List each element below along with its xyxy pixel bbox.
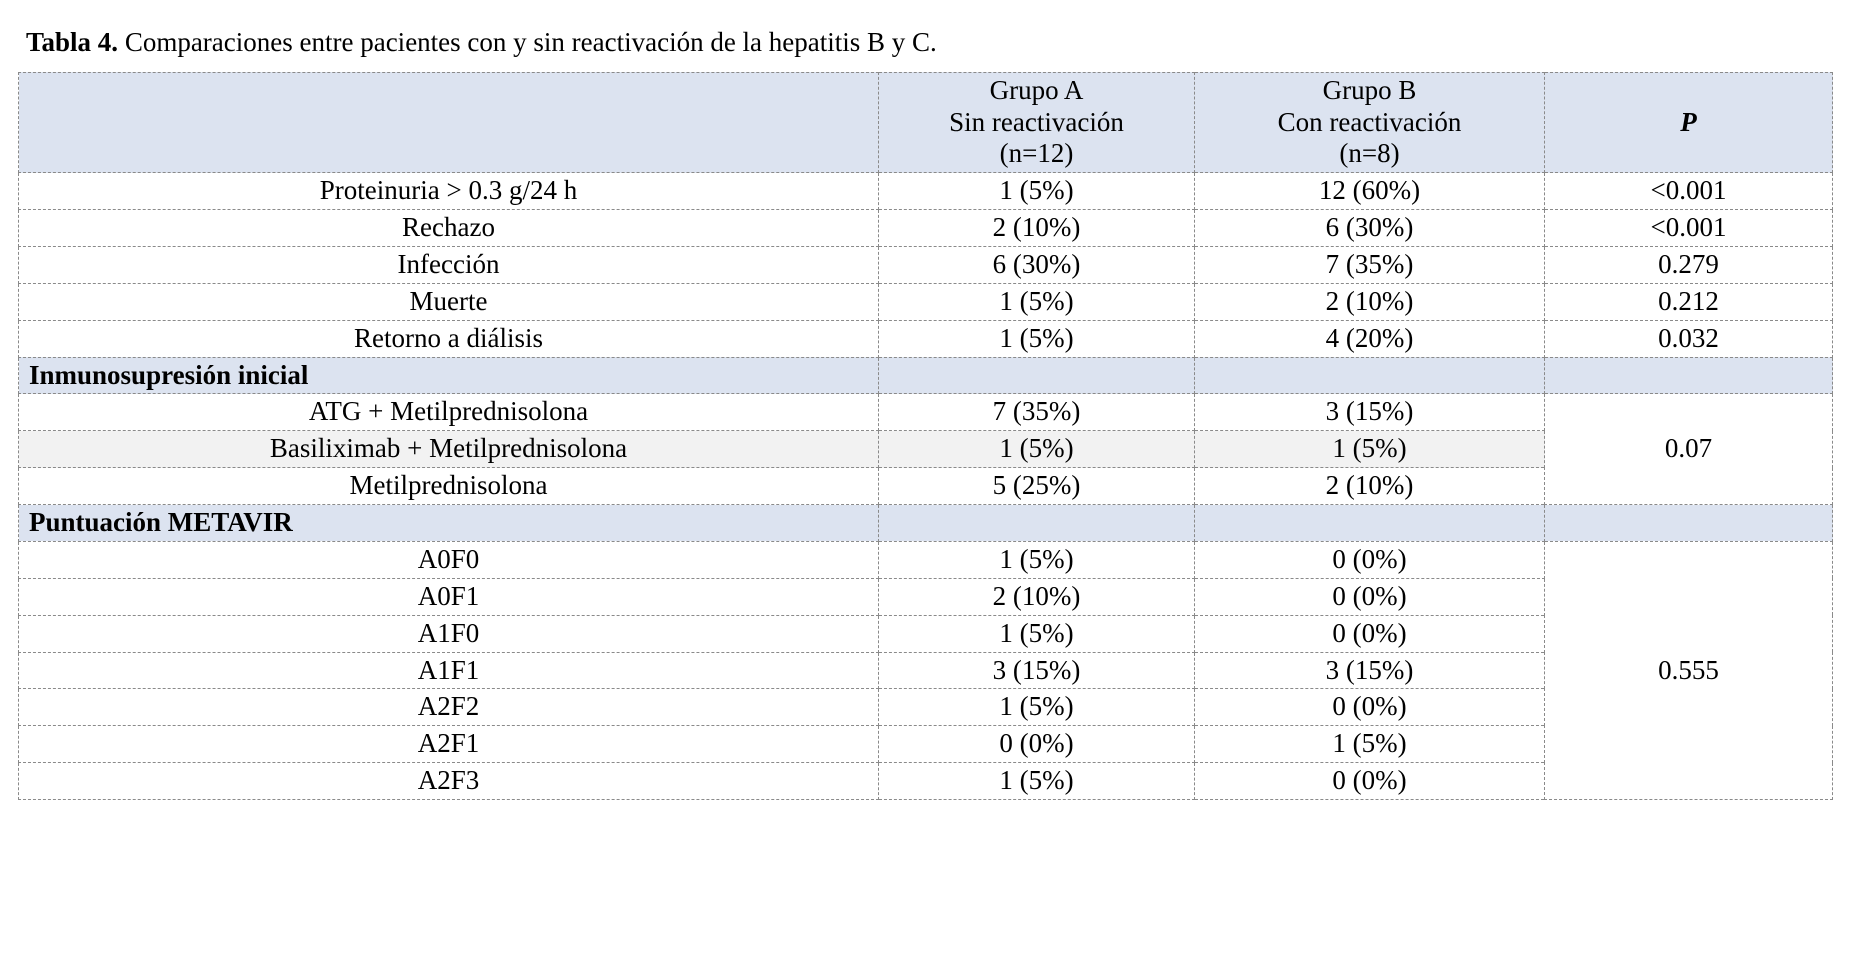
row-label: Basiliximab + Metilprednisolona [19,431,879,468]
header-blank-cell [19,72,879,173]
row-group-b-value: 0 (0%) [1195,689,1545,726]
row-group-a-value: 7 (35%) [879,394,1195,431]
table-caption [26,26,1832,60]
row-p-value-grouped: 0.07 [1545,394,1833,505]
header-group-b-line2: Con reactivación [1277,106,1462,137]
section-blank-a [879,357,1195,394]
header-group-b [1195,72,1545,173]
table-row [19,247,1833,284]
section-blank-p [1545,505,1833,542]
row-p-value: <0.001 [1545,173,1833,210]
row-group-b-value: 1 (5%) [1195,431,1545,468]
table-body [19,173,1833,800]
section-blank-b [1195,505,1545,542]
row-label: Rechazo [19,210,879,247]
row-group-b-value: 2 (10%) [1195,468,1545,505]
table-header-row [19,72,1833,173]
row-group-b-value: 7 (35%) [1195,247,1545,284]
table-caption-text: Comparaciones entre pacientes con y sin reactivación de la hepatitis B y C. [118,27,937,57]
row-group-a-value: 1 (5%) [879,431,1195,468]
row-label: A2F2 [19,689,879,726]
table-caption-label: Tabla 4. [26,27,119,57]
row-label: Proteinuria > 0.3 g/24 h [19,173,879,210]
table-row [19,320,1833,357]
table-section-row [19,357,1833,394]
row-group-a-value: 2 (10%) [879,210,1195,247]
header-p-value: P [1545,72,1833,173]
section-blank-p [1545,357,1833,394]
table-header [19,72,1833,173]
row-group-b-value: 0 (0%) [1195,578,1545,615]
row-group-b-value: 1 (5%) [1195,726,1545,763]
row-group-b-value: 12 (60%) [1195,173,1545,210]
row-label: ATG + Metilprednisolona [19,394,879,431]
header-group-a-line1: Grupo A [989,74,1084,105]
table-section-row [19,505,1833,542]
row-label: A0F1 [19,578,879,615]
row-label: A2F1 [19,726,879,763]
table-row [19,210,1833,247]
row-group-a-value: 1 (5%) [879,173,1195,210]
row-label: A1F0 [19,615,879,652]
row-group-a-value: 3 (15%) [879,652,1195,689]
table-row [19,173,1833,210]
header-group-b-line3: (n=8) [1339,138,1400,169]
table-row [19,394,1833,431]
row-group-a-value: 1 (5%) [879,283,1195,320]
row-p-value-grouped: 0.555 [1545,541,1833,799]
row-p-value: 0.032 [1545,320,1833,357]
row-group-b-value: 0 (0%) [1195,615,1545,652]
row-label: A1F1 [19,652,879,689]
row-label: Muerte [19,283,879,320]
row-group-a-value: 1 (5%) [879,689,1195,726]
row-p-value: 0.279 [1545,247,1833,284]
row-p-value: 0.212 [1545,283,1833,320]
header-group-a-line2: Sin reactivación [949,106,1124,137]
row-group-a-value: 1 (5%) [879,615,1195,652]
row-group-a-value: 1 (5%) [879,320,1195,357]
row-p-value: <0.001 [1545,210,1833,247]
row-label: A2F3 [19,763,879,800]
header-group-a-line3: (n=12) [999,138,1074,169]
row-group-b-value: 0 (0%) [1195,541,1545,578]
row-group-b-value: 4 (20%) [1195,320,1545,357]
section-blank-b [1195,357,1545,394]
row-group-b-value: 2 (10%) [1195,283,1545,320]
comparison-table [18,72,1833,800]
row-group-a-value: 6 (30%) [879,247,1195,284]
table-row [19,541,1833,578]
row-label: Retorno a diálisis [19,320,879,357]
section-label: Inmunosupresión inicial [19,357,879,394]
row-group-b-value: 3 (15%) [1195,652,1545,689]
row-group-a-value: 1 (5%) [879,763,1195,800]
row-group-a-value: 1 (5%) [879,541,1195,578]
row-group-a-value: 5 (25%) [879,468,1195,505]
row-label: A0F0 [19,541,879,578]
row-group-a-value: 0 (0%) [879,726,1195,763]
row-label: Infección [19,247,879,284]
row-label: Metilprednisolona [19,468,879,505]
row-group-b-value: 6 (30%) [1195,210,1545,247]
table-row [19,283,1833,320]
header-group-b-line1: Grupo B [1322,74,1417,105]
row-group-a-value: 2 (10%) [879,578,1195,615]
section-blank-a [879,505,1195,542]
row-group-b-value: 0 (0%) [1195,763,1545,800]
row-group-b-value: 3 (15%) [1195,394,1545,431]
header-group-a [879,72,1195,173]
section-label: Puntuación METAVIR [19,505,879,542]
